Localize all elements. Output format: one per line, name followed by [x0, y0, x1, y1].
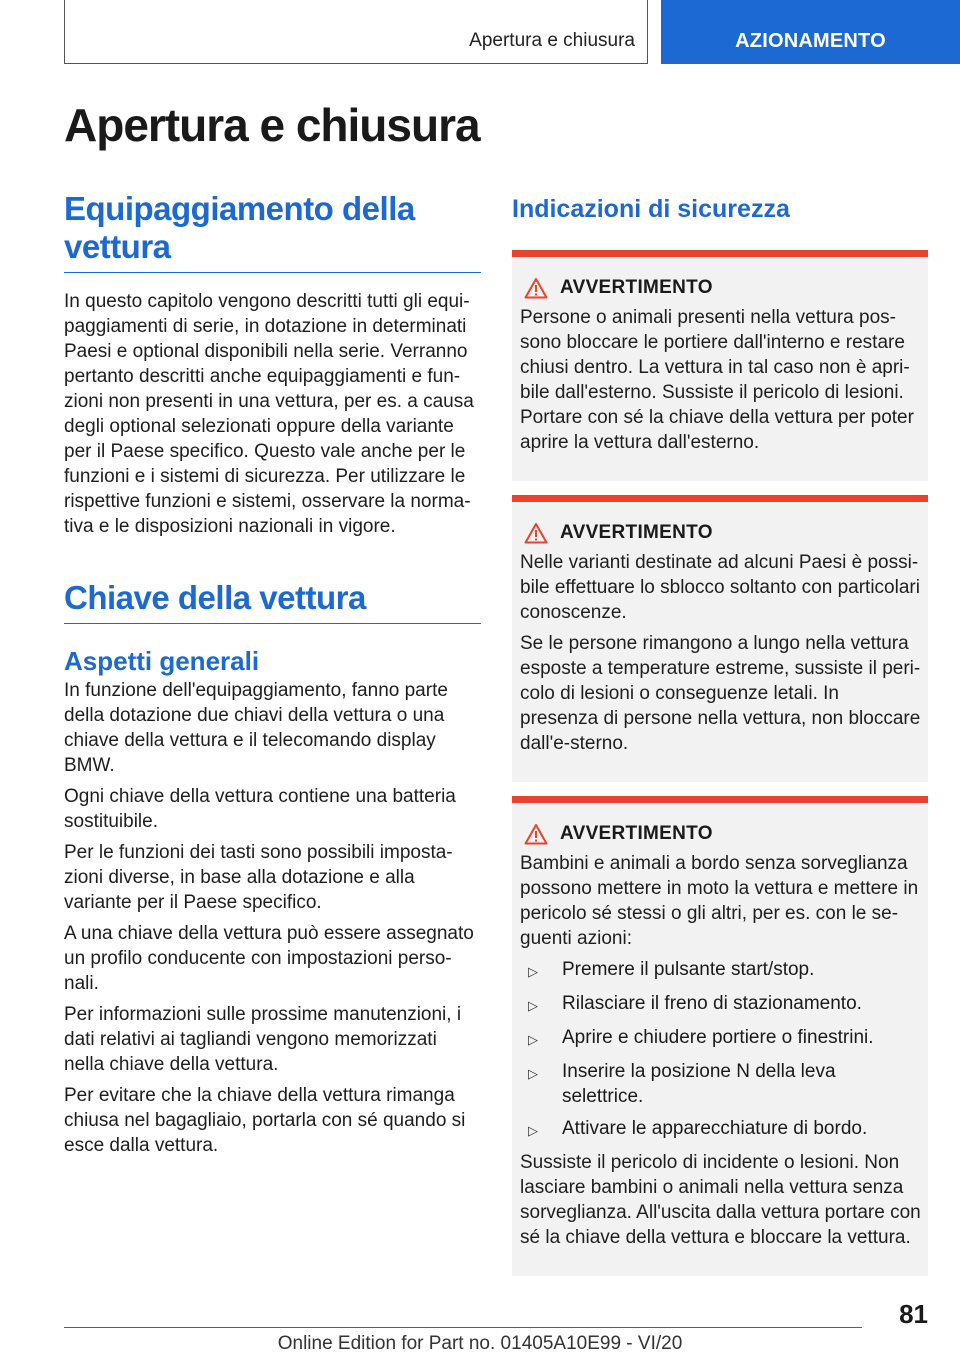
warning-box — [512, 495, 928, 782]
key-paragraph: Ogni chiave della vettura contiene una batteria sostituibile. — [64, 786, 456, 832]
triangle-bullet-icon: ▷ — [528, 1123, 538, 1138]
footer-divider — [64, 1327, 862, 1328]
list-item — [520, 957, 922, 984]
warning-label: AVVERTIMENTO — [560, 522, 713, 543]
header-section-title: Apertura e chiusura — [469, 30, 635, 51]
warning-text: Nelle varianti destinate ad alcuni Paesi è possi-bile effettuare lo sblocco soltanto con particolari conoscenze. — [520, 552, 920, 623]
page-number: 81 — [899, 1299, 928, 1329]
right-column — [512, 194, 928, 1290]
list-item-text: Rilasciare il freno di stazionamento. — [562, 993, 862, 1014]
key-paragraph: Per evitare che la chiave della vettura rimanga chiusa nel bagagliaio, portarla con sé quando si esce dalla vettura. — [64, 1085, 466, 1156]
warning-box — [512, 796, 928, 1276]
footer-edition: Online Edition for Part no. 01405A10E99 - VI/20 — [277, 1333, 683, 1354]
left-column — [64, 190, 481, 1164]
warning-text: Bambini e animali a bordo senza sorveglianza possono mettere in moto la vettura e mettere in pericolo sé stessi o gli altri, per es. con le se-guenti azioni: — [520, 853, 919, 949]
chapter-tab[interactable] — [661, 0, 960, 64]
list-item — [520, 991, 922, 1018]
equipment-heading: Equipaggiamento della vettura — [64, 190, 481, 273]
triangle-bullet-icon: ▷ — [528, 1066, 538, 1081]
list-item-text: Attivare le apparecchiature di bordo. — [562, 1118, 868, 1139]
triangle-bullet-icon: ▷ — [528, 1032, 538, 1047]
list-item — [520, 1059, 922, 1109]
warning-header — [520, 819, 922, 849]
warning-header — [520, 273, 922, 303]
key-paragraph: In funzione dell'equipaggiamento, fanno parte della dotazione due chiavi della vettura o una chiave della vettura e il telecomando display BMW. — [64, 680, 448, 776]
key-paragraph: A una chiave della vettura può essere assegnato un profilo conducente con impostazioni perso-nali. — [64, 923, 474, 994]
general-heading: Aspetti generali — [64, 646, 260, 676]
triangle-bullet-icon: ▷ — [528, 998, 538, 1013]
warning-triangle-icon — [520, 520, 560, 546]
warning-triangle-icon — [520, 821, 560, 847]
triangle-bullet-icon: ▷ — [528, 964, 538, 979]
warning-label: AVVERTIMENTO — [560, 823, 713, 844]
list-item — [520, 1025, 922, 1052]
warning-text: Se le persone rimangono a lungo nella vettura esposte a temperature estreme, sussiste il peri-colo di lesioni o conseguenze letali. In presenza di persone nella vettura, non bloccare dall'e-sterno. — [520, 633, 921, 754]
warning-triangle-icon — [520, 275, 560, 301]
header-frame — [64, 0, 648, 64]
key-paragraph: Per le funzioni dei tasti sono possibili imposta-zioni diverse, in base alla dotazione e alla variante per il Paese specifico. — [64, 842, 453, 913]
safety-heading: Indicazioni di sicurezza — [512, 195, 790, 223]
key-heading: Chiave della vettura — [64, 579, 481, 624]
list-item-text: Premere il pulsante start/stop. — [562, 959, 815, 980]
action-list — [520, 957, 922, 1143]
warning-text: Sussiste il pericolo di incidente o lesioni. Non lasciare bambini o animali nella vettura senza sorveglianza. All'uscita dalla vettura portare con sé la chiave della vettura e bloccare la vettura. — [520, 1152, 921, 1248]
key-paragraph: Per informazioni sulle prossime manutenzioni, i dati relativi ai tagliandi vengono memorizzati nella chiave della vettura. — [64, 1004, 462, 1075]
warning-text: Persone o animali presenti nella vettura pos-sono bloccare le portiere dall'interno e restare chiusi dentro. La vettura in tal caso non è apri-bile dall'esterno. Sussiste il pericolo di lesioni. Portare con sé la chiave della vettura per poter aprire la vettura dall'esterno. — [520, 307, 914, 453]
list-item-text: Inserire la posizione N della leva selettrice. — [561, 1061, 836, 1107]
equipment-text: In questo capitolo vengono descritti tutti gli equi-paggiamenti di serie, in dotazione in determinati Paesi e optional disponibili nella serie. Verranno pertanto descritti anche equipaggiamenti e fun-zioni non presenti in una vettura, per es. a causa degli optional selezionati oppure della variante per il Paese specifico. Questo vale anche per le funzioni e i sistemi di sicurezza. Per utilizzare le rispettive funzioni e sistemi, osservare la norma-tiva e le disposizioni nazionali in vigore. — [64, 291, 474, 537]
page-title: Apertura e chiusura — [64, 99, 480, 151]
warning-box — [512, 250, 928, 481]
chapter-tab-label: AZIONAMENTO — [735, 30, 886, 52]
list-item-text: Aprire e chiudere portiere o finestrini. — [562, 1027, 874, 1048]
list-item — [520, 1116, 922, 1143]
warning-header — [520, 518, 922, 548]
warning-label: AVVERTIMENTO — [560, 277, 713, 298]
